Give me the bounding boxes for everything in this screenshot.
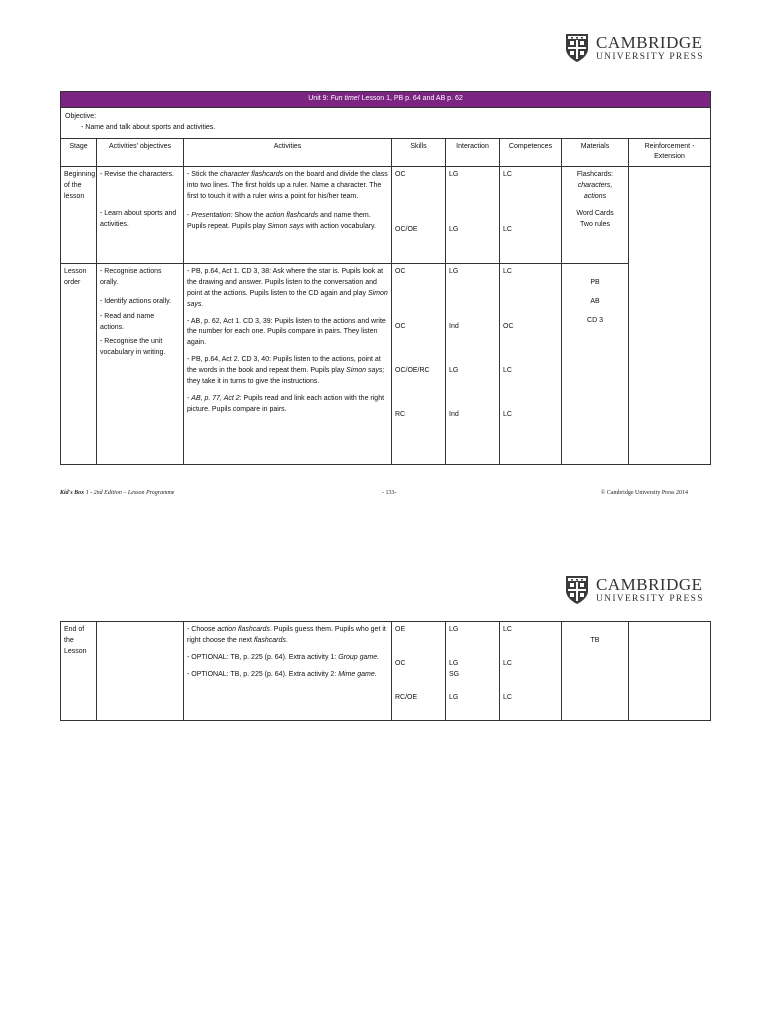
- title-text-pre: Unit 9:: [308, 95, 331, 102]
- objectives-lesson-order: [97, 264, 184, 465]
- interaction-lesson-order: LG Ind LG Ind: [446, 264, 500, 465]
- materials-beginning: Flashcards: characters, actions Word Cards Two rules: [562, 167, 629, 264]
- lesson-table-page2: [60, 621, 711, 721]
- objectives-end: [97, 622, 184, 721]
- footer-page-number: - 133-: [382, 490, 397, 496]
- objective-item: - Name and talk about sports and activities.: [81, 123, 216, 131]
- stage-beginning: Beginning of the lesson: [61, 167, 97, 264]
- activity-text: - Stick the character flashcards on the board and divide the class into two lines. The first holds up a ruler. Name a character. The first to touch it with a ruler wins a point for his/her team.: [187, 171, 388, 200]
- stage-lesson-order: Lesson order: [61, 264, 97, 465]
- unit-title-bar: [61, 92, 711, 108]
- header-reinforcement: Reinforcement - Extension: [629, 138, 711, 167]
- reinforcement-end: [629, 622, 711, 721]
- activity-text: - AB, p. 62, Act 1. CD 3, 39: Pupils listen to the actions and write the number for each one. Pupils compare in pairs. They listen again.: [187, 317, 386, 347]
- header-stage: Stage: [61, 138, 97, 167]
- activities-beginning: [184, 167, 392, 264]
- logo-line1: CAMBRIDGE: [596, 574, 703, 594]
- header-activities: Activities: [184, 138, 392, 167]
- competences-beginning: LC LC: [500, 167, 562, 264]
- activities-end: [184, 622, 392, 721]
- skills-beginning: OC OC/OE: [392, 167, 446, 264]
- interaction-end: LG LG SG LG: [446, 622, 500, 721]
- competences-end: LC LC LC: [500, 622, 562, 721]
- cambridge-shield-icon: [565, 33, 589, 63]
- skills-end: OE OC RC/OE: [392, 622, 446, 721]
- logo-line2: UNIVERSITY PRESS: [596, 51, 704, 62]
- activity-text: - AB, p. 77, Act 2: Pupils read and link each action with the right picture. Pupils compare in pairs.: [187, 394, 385, 413]
- cambridge-logo-page2: [565, 574, 705, 606]
- stage-end: End of the Lesson: [61, 622, 97, 721]
- objective-text: - Recognise the unit vocabulary in writing.: [100, 338, 166, 357]
- logo-line1: CAMBRIDGE: [596, 32, 703, 52]
- cambridge-logo: [565, 32, 705, 64]
- footer-left: Kid's Box 1 - 2nd Edition – Lesson Programme: [60, 490, 175, 496]
- header-interaction: Interaction: [446, 138, 500, 167]
- activity-text: - OPTIONAL: TB, p. 225 (p. 64). Extra activity 2: Mime game.: [187, 670, 377, 678]
- title-text-italic: Fun time!: [330, 95, 360, 102]
- objective-text: - Revise the characters.: [100, 171, 174, 179]
- materials-end: TB: [562, 622, 629, 721]
- objective-text: - Recognise actions orally.: [100, 268, 162, 287]
- cambridge-shield-icon: [565, 575, 589, 605]
- activity-text: - PB, p.64, Act 1. CD 3, 38: Ask where the star is. Pupils look at the drawing and answer. Pupils listen to the conversation and point at the actions. Pupils listen to the CD again and play Simon says.: [187, 268, 388, 308]
- objective-text: - Identify actions orally.: [100, 297, 172, 305]
- activity-text: - PB, p.64, Act 2. CD 3, 40: Pupils listen to the actions, point at the words in the book and repeat them. Pupils play Simon says; they take it in turns to give the instructions.: [187, 356, 385, 385]
- lesson-table-page1: [60, 91, 711, 465]
- footer-copyright: © Cambridge University Press 2014: [600, 490, 688, 496]
- title-text-post: Lesson 1, PB p. 64 and AB p. 62: [359, 95, 463, 102]
- header-competences: Competences: [500, 138, 562, 167]
- objective-text: - Learn about sports and activities.: [100, 210, 177, 228]
- page-footer: [60, 490, 710, 500]
- activity-text: - OPTIONAL: TB, p. 225 (p. 64). Extra activity 1: Group game.: [187, 653, 380, 661]
- objective-cell: [61, 107, 711, 138]
- objective-text: - Read and name actions.: [100, 312, 155, 331]
- objective-label: Objective:: [65, 112, 97, 120]
- activity-text: - Presentation: Show the action flashcards and name them. Pupils repeat. Pupils play Simon says with action vocabulary.: [187, 211, 376, 230]
- header-objectives: Activities' objectives: [97, 138, 184, 167]
- table-row-lesson-order: [61, 264, 711, 465]
- logo-line2: UNIVERSITY PRESS: [596, 593, 704, 604]
- table-row-beginning: [61, 167, 711, 264]
- header-row: [61, 138, 711, 167]
- competences-lesson-order: LC OC LC LC: [500, 264, 562, 465]
- header-materials: Materials: [562, 138, 629, 167]
- table-row-end: [61, 622, 711, 721]
- skills-lesson-order: OC OC OC/OE/RC RC: [392, 264, 446, 465]
- objectives-beginning: [97, 167, 184, 264]
- reinforcement-cell: [629, 167, 711, 465]
- header-skills: Skills: [392, 138, 446, 167]
- materials-lesson-order: PB AB CD 3: [562, 264, 629, 465]
- activity-text: - Choose action flashcards. Pupils guess them. Pupils who get it right choose the next flashcards.: [187, 626, 386, 644]
- interaction-beginning: LG LG: [446, 167, 500, 264]
- activities-lesson-order: [184, 264, 392, 465]
